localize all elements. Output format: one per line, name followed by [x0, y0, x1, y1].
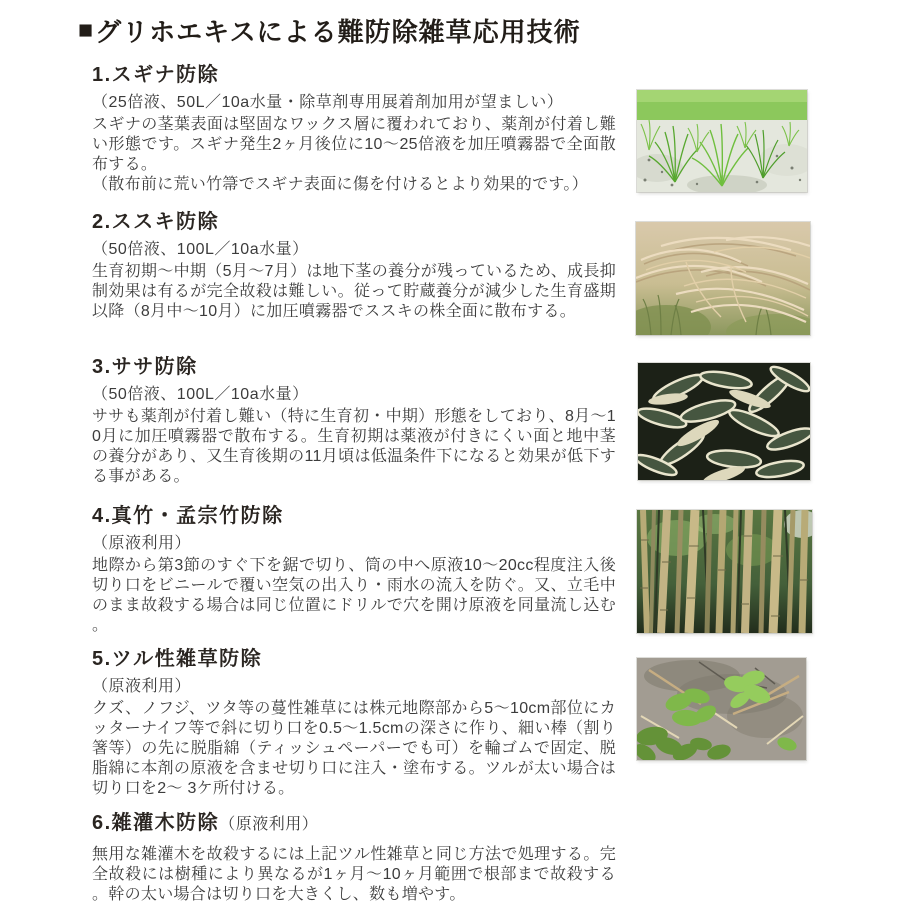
section-body: 生育初期～中期（5月～7月）は地下茎の養分が残っているため、成長抑制効果は有るが完全故殺は難しい。従って貯蔵養分が減少した生育盛期以降（8月中～10月）に加圧噴霧器でススキの株全面に散布する。 — [92, 263, 616, 320]
black-square-bullet-icon: ■ — [78, 16, 95, 44]
section-sasa — [92, 356, 616, 487]
section-heading: 1.スギナ防除 — [92, 64, 220, 86]
section-heading: 5.ツル性雑草防除 — [92, 648, 263, 670]
section-body: 無用な雑灌木を故殺するには上記ツル性雑草と同じ方法で処理する。完全故殺には樹種により異なるが1ヶ月～10ヶ月範囲で根部まで故殺する。幹の太い場合は切り口を大きくし、数も増やす。 — [92, 846, 616, 903]
section-susuki — [92, 211, 616, 322]
section-subtitle: （原液利用） — [92, 678, 192, 695]
section-subtitle-inline: （原液利用） — [219, 816, 319, 833]
section-heading — [92, 812, 616, 836]
sugina-field-photo — [637, 90, 807, 192]
section-heading: 2.ススキ防除 — [92, 211, 220, 233]
section-note: （散布前に荒い竹箒でスギナ表面に傷を付けるとより効果的です。） — [92, 176, 589, 193]
section-sugina — [92, 64, 616, 195]
section-body: クズ、ノフジ、ツタ等の蔓性雑草には株元地際部から5～10cm部位にカッターナイフ等で斜に切り口を0.5～1.5cmの深さに作り、細い棒（割り箸等）の先に脱脂綿（ティッシュペーパーでも可）を輪ゴムで固定、脱脂綿に本剤の原液を含ませ切り口に注入・塗布する。ツルが太い場合は切り口を2～ 3ケ所付ける。 — [92, 700, 616, 797]
vine-weeds-illustration — [637, 658, 806, 760]
bamboo-grove-photo — [637, 510, 812, 633]
sugina-field-illustration — [637, 90, 807, 192]
sasa-leaves-photo — [638, 363, 810, 480]
page-title — [78, 12, 581, 49]
vine-weeds-photo — [637, 658, 806, 760]
section-subtitle: （25倍液、50L／10a水量・除草剤専用展着剤加用が望ましい） — [92, 94, 564, 111]
section-heading: 4.真竹・孟宗竹防除 — [92, 505, 284, 527]
section-vine-weeds — [92, 648, 616, 799]
section-subtitle: （50倍液、100L／10a水量） — [92, 241, 309, 258]
page-title-text: グリホエキスによる難防除雑草応用技術 — [95, 17, 581, 47]
bamboo-grove-illustration — [637, 510, 812, 633]
section-body: ササも薬剤が付着し難い（特に生育初・中期）形態をしており、8月～10月に加圧噴霧器で散布する。生育初期は薬液が付きにくい面と地中茎の養分があり、又生育後期の11月頃は低温条件下になると効果が低下する事がある。 — [92, 408, 616, 485]
susuki-plumes-photo — [636, 222, 810, 335]
section-bamboo — [92, 505, 616, 636]
section-shrubs — [92, 812, 616, 905]
susuki-plumes-illustration — [636, 222, 810, 335]
section-heading-text: 6.雑灌木防除 — [92, 812, 220, 834]
section-body: スギナの茎葉表面は堅固なワックス層に覆われており、薬剤が付着し難い形態です。スギナ発生2ヶ月後位に10～25倍液を加圧噴霧器で全面散布する。 — [92, 116, 616, 173]
section-body: 地際から第3節のすぐ下を鋸で切り、筒の中へ原液10～20cc程度注入後切り口をビニールで覆い空気の出入り・雨水の流入を防ぐ。又、立毛中のまま故殺する場合は同じ位置にドリルで穴を開け原液を同量流し込む。 — [92, 557, 616, 634]
section-subtitle: （原液利用） — [92, 535, 192, 552]
section-heading: 3.ササ防除 — [92, 356, 198, 378]
sasa-leaves-illustration — [638, 363, 810, 480]
section-subtitle: （50倍液、100L／10a水量） — [92, 386, 309, 403]
